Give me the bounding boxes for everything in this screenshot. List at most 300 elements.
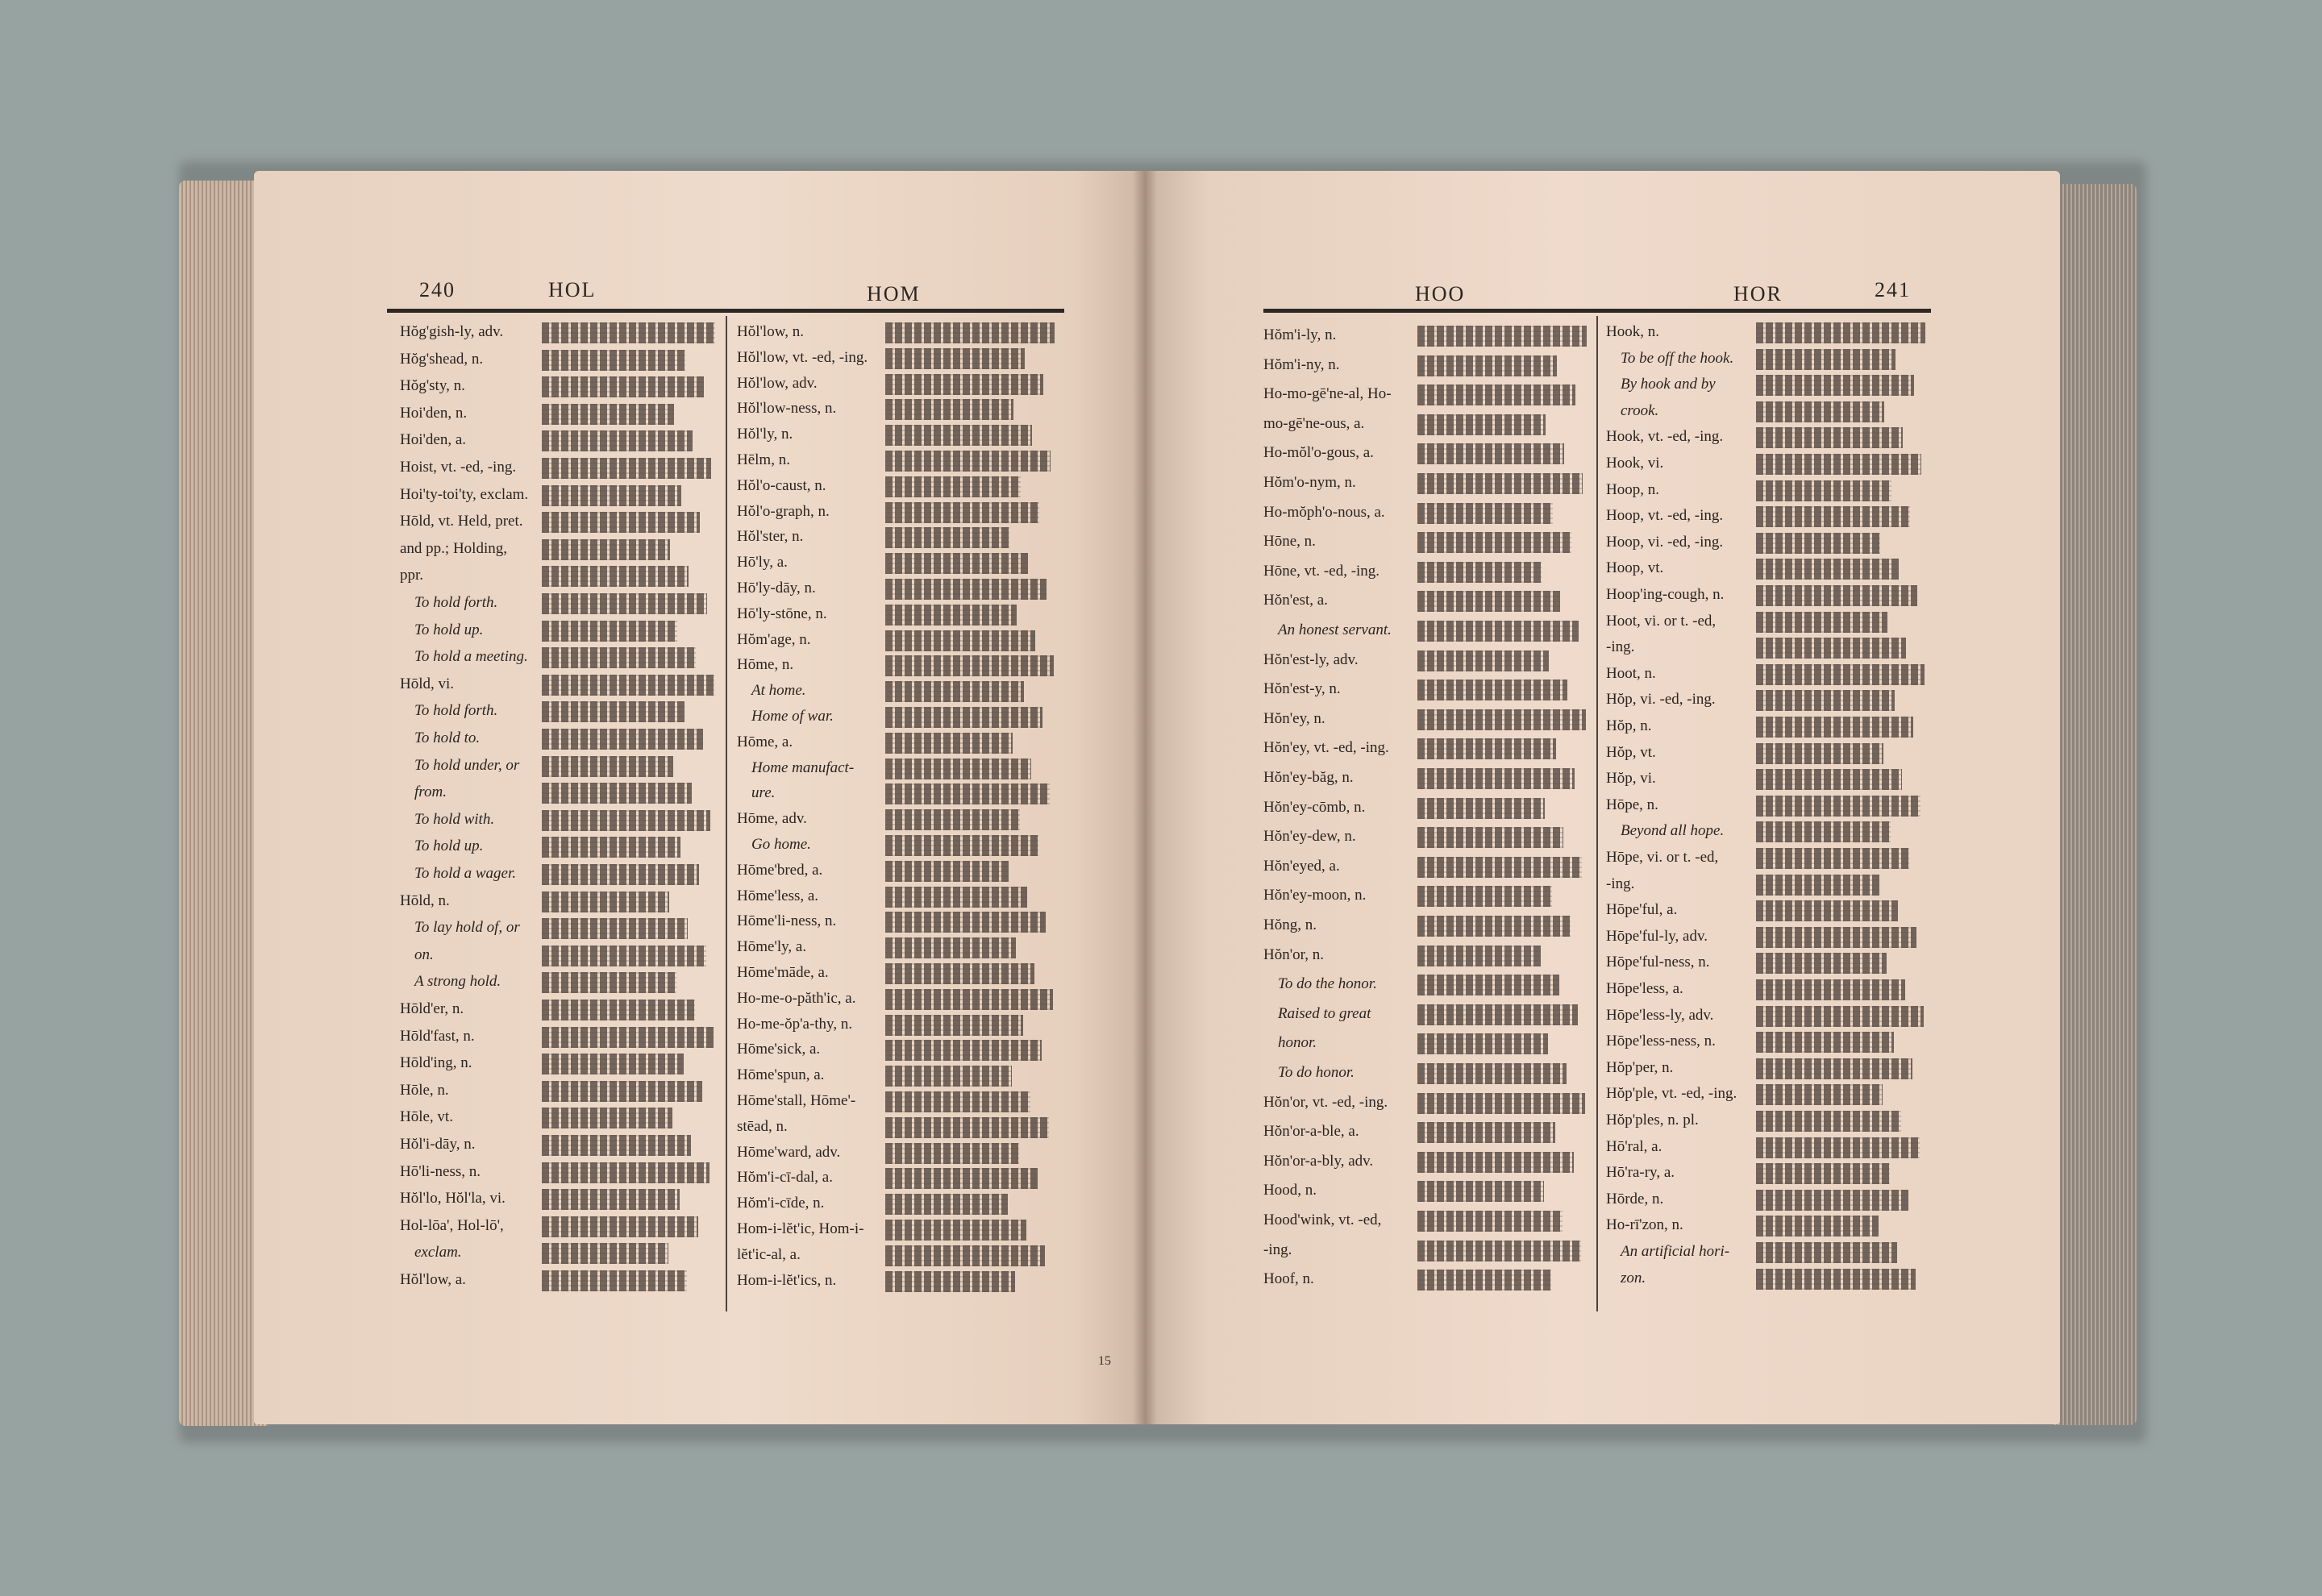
dictionary-headword: Hŏm'o-nym, n. bbox=[1263, 474, 1356, 491]
japanese-definition bbox=[885, 1040, 1042, 1061]
japanese-definition bbox=[542, 810, 710, 831]
japanese-definition bbox=[885, 835, 1038, 856]
dictionary-headword: Hō'ral, a. bbox=[1606, 1137, 1662, 1155]
dictionary-headword: exclam. bbox=[414, 1244, 462, 1261]
japanese-definition bbox=[1417, 975, 1559, 995]
japanese-definition bbox=[542, 1027, 714, 1048]
dictionary-headword: Hŏp, vt. bbox=[1606, 743, 1656, 761]
dictionary-headword: Hŏn'ey, n. bbox=[1263, 709, 1325, 727]
japanese-definition bbox=[1417, 1181, 1544, 1202]
japanese-definition bbox=[542, 404, 674, 425]
dictionary-headword: To hold a meeting. bbox=[414, 648, 528, 666]
dictionary-headword: Hoop, n. bbox=[1606, 480, 1659, 498]
japanese-definition bbox=[885, 348, 1025, 369]
dictionary-headword: Hŏn'ey-cōmb, n. bbox=[1263, 798, 1366, 816]
dictionary-headword: Hŏp, vi. bbox=[1606, 770, 1656, 788]
japanese-definition bbox=[542, 1189, 680, 1210]
japanese-definition bbox=[542, 322, 715, 343]
dictionary-headword: Hoop, vt. bbox=[1606, 559, 1664, 577]
japanese-definition bbox=[1756, 559, 1899, 580]
japanese-definition bbox=[1756, 1058, 1912, 1079]
japanese-definition bbox=[1417, 1004, 1578, 1025]
dictionary-headword: Hoist, vt. -ed, -ing. bbox=[400, 459, 517, 476]
dictionary-headword: Hŏn'or-a-bly, adv. bbox=[1263, 1152, 1374, 1170]
japanese-definition bbox=[1756, 821, 1891, 842]
japanese-definition bbox=[542, 1162, 710, 1183]
japanese-definition bbox=[885, 809, 1020, 830]
japanese-definition bbox=[1756, 1084, 1883, 1105]
dictionary-headword: To do honor. bbox=[1278, 1064, 1354, 1081]
japanese-definition bbox=[1756, 585, 1917, 606]
japanese-definition bbox=[1417, 1152, 1574, 1173]
dictionary-headword: Hōpe, n. bbox=[1606, 796, 1658, 813]
dictionary-headword: zon. bbox=[1621, 1269, 1646, 1286]
dictionary-headword: Hŏl'low-ness, n. bbox=[737, 400, 837, 418]
japanese-definition bbox=[885, 605, 1017, 626]
japanese-definition bbox=[1756, 690, 1895, 711]
japanese-definition bbox=[542, 458, 711, 479]
dictionary-headword: Hŏn'or, n. bbox=[1263, 946, 1324, 963]
japanese-definition bbox=[1417, 650, 1549, 671]
japanese-definition bbox=[542, 566, 689, 587]
dictionary-headword: Hōrde, n. bbox=[1606, 1190, 1664, 1207]
japanese-definition bbox=[1417, 503, 1553, 524]
japanese-definition bbox=[542, 1108, 672, 1128]
dictionary-headword: Hŏp'ple, vt. -ed, -ing. bbox=[1606, 1085, 1737, 1103]
japanese-definition bbox=[1417, 414, 1546, 435]
dictionary-headword: Ho-mo-gē'ne-al, Ho- bbox=[1263, 385, 1392, 403]
dictionary-headword: Hō'ly, a. bbox=[737, 554, 788, 571]
dictionary-headword: Hŏp'ples, n. pl. bbox=[1606, 1112, 1699, 1128]
dictionary-headword: Ho-rī'zon, n. bbox=[1606, 1216, 1683, 1234]
japanese-definition bbox=[885, 1168, 1038, 1189]
dictionary-headword: Hŏn'est-y, n. bbox=[1263, 680, 1341, 698]
dictionary-headword: Hŏn'est-ly, adv. bbox=[1263, 650, 1359, 668]
japanese-definition bbox=[1417, 532, 1571, 553]
japanese-definition bbox=[1417, 1093, 1585, 1114]
left-header-rule bbox=[387, 309, 1064, 313]
dictionary-headword: Hŏn'eyed, a. bbox=[1263, 857, 1340, 875]
japanese-definition bbox=[1756, 1111, 1901, 1132]
dictionary-headword: on. bbox=[414, 946, 434, 963]
dictionary-headword: Beyond all hope. bbox=[1621, 822, 1725, 840]
dictionary-headword: At home. bbox=[751, 682, 806, 700]
dictionary-headword: Hōld, vt. Held, pret. bbox=[400, 513, 523, 530]
dictionary-headword: To hold with. bbox=[414, 810, 495, 828]
right-header-rule bbox=[1263, 309, 1931, 313]
dictionary-headword: Ho-mŏph'o-nous, a. bbox=[1263, 503, 1385, 521]
japanese-definition bbox=[885, 912, 1046, 933]
japanese-definition bbox=[1756, 401, 1884, 422]
dictionary-headword: Hŏp, vi. -ed, -ing. bbox=[1606, 691, 1716, 709]
dictionary-headword: Home of war. bbox=[751, 708, 834, 725]
japanese-definition bbox=[542, 675, 714, 696]
left-column-divider bbox=[726, 316, 727, 1311]
dictionary-headword: Hōme, adv. bbox=[737, 810, 807, 828]
japanese-definition bbox=[542, 837, 680, 858]
japanese-definition bbox=[1756, 533, 1880, 554]
dictionary-headword: Hōme, n. bbox=[737, 656, 794, 674]
dictionary-headword: Hōld, vi. bbox=[400, 675, 455, 692]
dictionary-headword: mo-gē'ne-ous, a. bbox=[1263, 414, 1365, 432]
japanese-definition bbox=[1756, 1242, 1897, 1263]
japanese-definition bbox=[885, 1143, 1019, 1164]
right-guide-word-start: HOO bbox=[1415, 282, 1466, 305]
japanese-definition bbox=[1417, 768, 1575, 789]
japanese-definition bbox=[885, 630, 1035, 651]
dictionary-headword: Hoop, vi. -ed, -ing. bbox=[1606, 533, 1724, 551]
dictionary-headword: Hōpe'less-ness, n. bbox=[1606, 1033, 1716, 1050]
japanese-definition bbox=[1756, 375, 1914, 396]
japanese-definition bbox=[1756, 349, 1895, 370]
dictionary-headword: and pp.; Holding, bbox=[400, 539, 507, 557]
dictionary-headword: Hēlm, n. bbox=[737, 451, 790, 468]
dictionary-headword: Hŏm'i-ny, n. bbox=[1263, 355, 1340, 373]
japanese-definition bbox=[1756, 612, 1887, 633]
dictionary-headword: Hook, vt. -ed, -ing. bbox=[1606, 428, 1724, 446]
japanese-definition bbox=[1756, 322, 1925, 343]
japanese-definition bbox=[542, 1081, 702, 1102]
japanese-definition bbox=[542, 647, 696, 668]
dictionary-headword: Hoop, vt. -ed, -ing. bbox=[1606, 507, 1724, 525]
japanese-definition bbox=[1417, 355, 1557, 376]
japanese-definition bbox=[542, 701, 685, 722]
japanese-definition bbox=[885, 1066, 1012, 1087]
dictionary-headword: Hō'li-ness, n. bbox=[400, 1162, 481, 1180]
japanese-definition bbox=[1417, 443, 1564, 464]
japanese-definition bbox=[885, 861, 1009, 882]
folio-signature-mark: 15 bbox=[1098, 1354, 1111, 1368]
dictionary-headword: Hŏl'ly, n. bbox=[737, 426, 793, 443]
japanese-definition bbox=[1756, 769, 1902, 790]
dictionary-headword: Hōme'ly, a. bbox=[737, 938, 807, 956]
dictionary-headword: Hō'ra-ry, a. bbox=[1606, 1164, 1675, 1182]
japanese-definition bbox=[1756, 1032, 1894, 1053]
dictionary-headword: -ing. bbox=[1606, 638, 1635, 656]
japanese-definition bbox=[542, 376, 704, 397]
dictionary-headword: Hōme'bred, a. bbox=[737, 861, 823, 879]
dictionary-headword: To hold up. bbox=[414, 621, 484, 638]
japanese-definition bbox=[542, 756, 673, 777]
dictionary-headword: Hōld'fast, n. bbox=[400, 1027, 475, 1045]
dictionary-headword: Hōpe'ful, a. bbox=[1606, 901, 1678, 919]
dictionary-headword: Hōne, vt. -ed, -ing. bbox=[1263, 562, 1380, 580]
japanese-definition bbox=[542, 783, 692, 804]
dictionary-headword: Hŏn'or-a-ble, a. bbox=[1263, 1123, 1359, 1141]
dictionary-headword: Hol-lōa', Hol-lō', bbox=[400, 1216, 504, 1234]
japanese-definition bbox=[1417, 709, 1586, 730]
dictionary-headword: Hōpe'ful-ness, n. bbox=[1606, 954, 1710, 971]
dictionary-headword: Hōle, vt. bbox=[400, 1108, 453, 1126]
dictionary-headword: To hold a wager. bbox=[414, 865, 516, 882]
japanese-definition bbox=[885, 681, 1024, 702]
right-guide-word-end: HOR bbox=[1733, 282, 1783, 305]
japanese-definition bbox=[1756, 848, 1909, 869]
dictionary-headword: Hōne, n. bbox=[1263, 533, 1316, 551]
right-page-number: 241 bbox=[1875, 278, 1911, 301]
dictionary-headword: Home manufact- bbox=[751, 759, 855, 776]
japanese-definition bbox=[542, 918, 688, 939]
dictionary-headword: Hŏl'low, vt. -ed, -ing. bbox=[737, 348, 868, 366]
dictionary-headword: Hoof, n. bbox=[1263, 1270, 1314, 1288]
dictionary-headword: Hŏl'lo, Hŏl'la, vi. bbox=[400, 1190, 506, 1207]
dictionary-headword: Hōpe, vi. or t. -ed, bbox=[1606, 849, 1719, 866]
dictionary-headword: Hŏng, n. bbox=[1263, 916, 1317, 933]
dictionary-headword: Hō'ly-dāy, n. bbox=[737, 580, 816, 596]
japanese-definition bbox=[1756, 900, 1898, 921]
japanese-definition bbox=[1417, 946, 1541, 966]
dictionary-headword: Hŏm'i-ly, n. bbox=[1263, 326, 1337, 343]
dictionary-headword: Hŏn'ey, vt. -ed, -ing. bbox=[1263, 739, 1389, 757]
dictionary-headword: Hŏl'i-dāy, n. bbox=[400, 1136, 476, 1153]
japanese-definition bbox=[1756, 717, 1913, 738]
japanese-definition bbox=[885, 759, 1031, 779]
japanese-definition bbox=[885, 733, 1013, 754]
dictionary-headword: To hold forth. bbox=[414, 594, 498, 611]
japanese-definition bbox=[542, 864, 699, 885]
dictionary-headword: Hŏl'low, adv. bbox=[737, 374, 818, 392]
dictionary-headword: -ing. bbox=[1606, 875, 1635, 892]
dictionary-headword: crook. bbox=[1621, 401, 1659, 419]
dictionary-headword: Hŏg'shead, n. bbox=[400, 350, 484, 368]
japanese-definition bbox=[885, 707, 1042, 728]
dictionary-headword: Hŏm'age, n. bbox=[737, 630, 811, 648]
japanese-definition bbox=[1417, 621, 1579, 642]
dictionary-headword: Hoot, n. bbox=[1606, 664, 1656, 682]
japanese-definition bbox=[1417, 326, 1587, 347]
dictionary-headword: To hold to. bbox=[414, 729, 481, 746]
japanese-definition bbox=[1756, 796, 1920, 817]
japanese-definition bbox=[1756, 1216, 1879, 1236]
japanese-definition bbox=[1417, 1063, 1567, 1084]
japanese-definition bbox=[1417, 1211, 1563, 1232]
dictionary-headword: Hŏl'low, n. bbox=[737, 323, 804, 340]
japanese-definition bbox=[1417, 473, 1583, 494]
japanese-definition bbox=[1417, 738, 1556, 759]
japanese-definition bbox=[885, 502, 1039, 523]
dictionary-headword: Hōme'less, a. bbox=[737, 887, 819, 904]
japanese-definition bbox=[542, 972, 676, 993]
dictionary-headword: To hold under, or bbox=[414, 756, 520, 774]
dictionary-headword: Hŏp, n. bbox=[1606, 717, 1652, 734]
dictionary-headword: Hōme'māde, a. bbox=[737, 964, 829, 981]
japanese-definition bbox=[542, 430, 693, 451]
japanese-definition bbox=[1417, 384, 1575, 405]
dictionary-headword: A strong hold. bbox=[414, 973, 501, 991]
japanese-definition bbox=[885, 1091, 1030, 1112]
japanese-definition bbox=[885, 553, 1028, 574]
japanese-definition bbox=[885, 399, 1013, 420]
japanese-definition bbox=[542, 1135, 691, 1156]
japanese-definition bbox=[885, 963, 1034, 984]
dictionary-headword: By hook and by bbox=[1621, 376, 1716, 393]
dictionary-headword: from. bbox=[414, 783, 447, 801]
japanese-definition bbox=[1417, 827, 1563, 848]
dictionary-headword: Raised to great bbox=[1278, 1004, 1371, 1022]
dictionary-headword: Hoot, vi. or t. -ed, bbox=[1606, 612, 1717, 630]
dictionary-headword: Hom-i-lĕt'ics, n. bbox=[737, 1271, 837, 1289]
dictionary-headword: Hŏg'gish-ly, adv. bbox=[400, 323, 504, 340]
dictionary-headword: Ho-mŏl'o-gous, a. bbox=[1263, 444, 1374, 462]
japanese-definition bbox=[542, 621, 677, 642]
dictionary-headword: Hŏm'i-cī-dal, a. bbox=[737, 1169, 833, 1187]
japanese-definition bbox=[1417, 916, 1571, 937]
right-page-edges bbox=[2052, 184, 2137, 1425]
left-guide-word-start: HOL bbox=[548, 278, 597, 301]
dictionary-headword: Hŏg'sty, n. bbox=[400, 377, 465, 395]
dictionary-headword: Hōme'li-ness, n. bbox=[737, 912, 837, 930]
japanese-definition bbox=[885, 887, 1027, 908]
japanese-definition bbox=[1756, 1163, 1890, 1184]
dictionary-headword: Go home. bbox=[751, 836, 811, 853]
dictionary-headword: ppr. bbox=[400, 567, 424, 584]
japanese-definition bbox=[1417, 1270, 1551, 1291]
dictionary-headword: Hood'wink, vt. -ed, bbox=[1263, 1212, 1382, 1228]
japanese-definition bbox=[885, 374, 1043, 395]
dictionary-headword: Hŏn'ey-dew, n. bbox=[1263, 828, 1356, 846]
japanese-definition bbox=[1756, 875, 1879, 896]
japanese-definition bbox=[542, 539, 670, 560]
japanese-definition bbox=[542, 512, 700, 533]
dictionary-headword: Hōme, a. bbox=[737, 733, 793, 750]
japanese-definition bbox=[1417, 591, 1560, 612]
japanese-definition bbox=[1756, 953, 1887, 974]
japanese-definition bbox=[1417, 886, 1552, 907]
book-gutter bbox=[1133, 171, 1157, 1424]
dictionary-headword: To be off the hook. bbox=[1621, 349, 1734, 367]
japanese-definition bbox=[542, 485, 681, 506]
japanese-definition bbox=[885, 527, 1009, 548]
japanese-definition bbox=[1417, 680, 1567, 700]
dictionary-headword: Hŏn'est, a. bbox=[1263, 592, 1328, 609]
japanese-definition bbox=[1417, 1241, 1581, 1261]
dictionary-headword: Hōld'er, n. bbox=[400, 1000, 464, 1017]
japanese-definition bbox=[1756, 427, 1903, 448]
japanese-definition bbox=[542, 729, 703, 750]
dictionary-headword: An honest servant. bbox=[1278, 621, 1392, 638]
japanese-definition bbox=[542, 1243, 668, 1264]
dictionary-headword: Hōme'ward, adv. bbox=[737, 1143, 841, 1161]
japanese-definition bbox=[885, 476, 1021, 497]
dictionary-headword: Hŏp'per, n. bbox=[1606, 1058, 1674, 1076]
japanese-definition bbox=[542, 1270, 687, 1291]
dictionary-headword: To hold forth. bbox=[414, 702, 498, 720]
japanese-definition bbox=[1756, 1137, 1920, 1158]
dictionary-headword: Hoi'den, a. bbox=[400, 431, 467, 449]
japanese-definition bbox=[542, 1216, 698, 1237]
dictionary-headword: To lay hold of, or bbox=[414, 919, 520, 937]
japanese-definition bbox=[1756, 979, 1905, 1000]
japanese-definition bbox=[885, 1220, 1026, 1241]
japanese-definition bbox=[885, 1015, 1023, 1036]
japanese-definition bbox=[885, 783, 1050, 804]
dictionary-headword: Hōld'ing, n. bbox=[400, 1054, 472, 1072]
dictionary-headword: Hŏl'o-caust, n. bbox=[737, 476, 826, 494]
dictionary-headword: honor. bbox=[1278, 1034, 1317, 1052]
left-page-number: 240 bbox=[419, 278, 456, 301]
japanese-definition bbox=[885, 1271, 1015, 1292]
dictionary-headword: Hōpe'ful-ly, adv. bbox=[1606, 927, 1708, 945]
japanese-definition bbox=[1417, 1122, 1555, 1143]
dictionary-headword: Hŏl'o-graph, n. bbox=[737, 502, 830, 520]
japanese-definition bbox=[1756, 454, 1921, 475]
japanese-definition bbox=[542, 1054, 684, 1074]
japanese-definition bbox=[542, 593, 707, 614]
dictionary-headword: Hŏn'ey-moon, n. bbox=[1263, 887, 1367, 904]
japanese-definition bbox=[885, 937, 1016, 958]
japanese-definition bbox=[1417, 798, 1545, 819]
dictionary-headword: Hood, n. bbox=[1263, 1182, 1317, 1199]
dictionary-headword: Hŏl'low, a. bbox=[400, 1271, 466, 1288]
japanese-definition bbox=[1756, 1269, 1916, 1290]
dictionary-headword: -ing. bbox=[1263, 1241, 1292, 1258]
japanese-definition bbox=[1756, 480, 1891, 501]
dictionary-headword: stēad, n. bbox=[737, 1117, 788, 1135]
japanese-definition bbox=[542, 946, 706, 966]
dictionary-headword: To hold up. bbox=[414, 837, 484, 855]
dictionary-headword: Hōme'sick, a. bbox=[737, 1041, 821, 1058]
dictionary-headword: Hook, vi. bbox=[1606, 455, 1664, 472]
dictionary-headword: Hōpe'less-ly, adv. bbox=[1606, 1006, 1714, 1024]
japanese-definition bbox=[1756, 1006, 1924, 1027]
japanese-definition bbox=[885, 1245, 1045, 1266]
dictionary-headword: An artificial hori- bbox=[1621, 1243, 1730, 1260]
dictionary-headword: Hōpe'less, a. bbox=[1606, 980, 1683, 997]
dictionary-headword: Hōme'stall, Hōme'- bbox=[737, 1092, 856, 1109]
japanese-definition bbox=[885, 989, 1053, 1010]
japanese-definition bbox=[1417, 562, 1542, 583]
japanese-definition bbox=[542, 1000, 695, 1020]
dictionary-headword: Ho-me-ŏp'a-thy, n. bbox=[737, 1015, 853, 1033]
dictionary-headword: Hook, n. bbox=[1606, 323, 1659, 340]
dictionary-headword: Hōld, n. bbox=[400, 892, 450, 909]
dictionary-headword: Hōme'spun, a. bbox=[737, 1066, 825, 1084]
dictionary-headword: Hoop'ing-cough, n. bbox=[1606, 586, 1725, 603]
japanese-definition bbox=[885, 451, 1051, 472]
japanese-definition bbox=[1756, 664, 1925, 685]
dictionary-headword: Hōle, n. bbox=[400, 1081, 449, 1099]
dictionary-headword: Ho-me-o-păth'ic, a. bbox=[737, 989, 856, 1007]
dictionary-headword: Hŏn'ey-băg, n. bbox=[1263, 769, 1354, 786]
japanese-definition bbox=[1756, 743, 1883, 764]
japanese-definition bbox=[542, 350, 685, 371]
dictionary-headword: Hŏm'i-cīde, n. bbox=[737, 1195, 825, 1212]
dictionary-headword: To do the honor. bbox=[1278, 975, 1377, 993]
dictionary-headword: Hō'ly-stōne, n. bbox=[737, 605, 827, 622]
dictionary-headword: ure. bbox=[751, 784, 776, 802]
japanese-definition bbox=[885, 655, 1054, 676]
dictionary-headword: Hŏl'ster, n. bbox=[737, 528, 804, 546]
japanese-definition bbox=[885, 1194, 1008, 1215]
left-guide-word-end: HOM bbox=[867, 282, 921, 305]
japanese-definition bbox=[885, 579, 1047, 600]
japanese-definition bbox=[1756, 638, 1906, 659]
japanese-definition bbox=[885, 425, 1032, 446]
dictionary-headword: Hoi'den, n. bbox=[400, 404, 468, 422]
dictionary-headword: lĕt'ic-al, a. bbox=[737, 1245, 801, 1263]
japanese-definition bbox=[1417, 1033, 1548, 1054]
japanese-definition bbox=[1756, 506, 1910, 527]
dictionary-headword: Hom-i-lĕt'ic, Hom-i- bbox=[737, 1220, 864, 1237]
japanese-definition bbox=[1756, 1190, 1908, 1211]
dictionary-headword: Hoi'ty-toi'ty, exclam. bbox=[400, 485, 529, 503]
japanese-definition bbox=[885, 322, 1055, 343]
dictionary-headword: Hŏn'or, vt. -ed, -ing. bbox=[1263, 1093, 1388, 1111]
japanese-definition bbox=[1417, 857, 1582, 878]
japanese-definition bbox=[1756, 927, 1916, 948]
japanese-definition bbox=[885, 1117, 1049, 1138]
japanese-definition bbox=[542, 892, 669, 912]
